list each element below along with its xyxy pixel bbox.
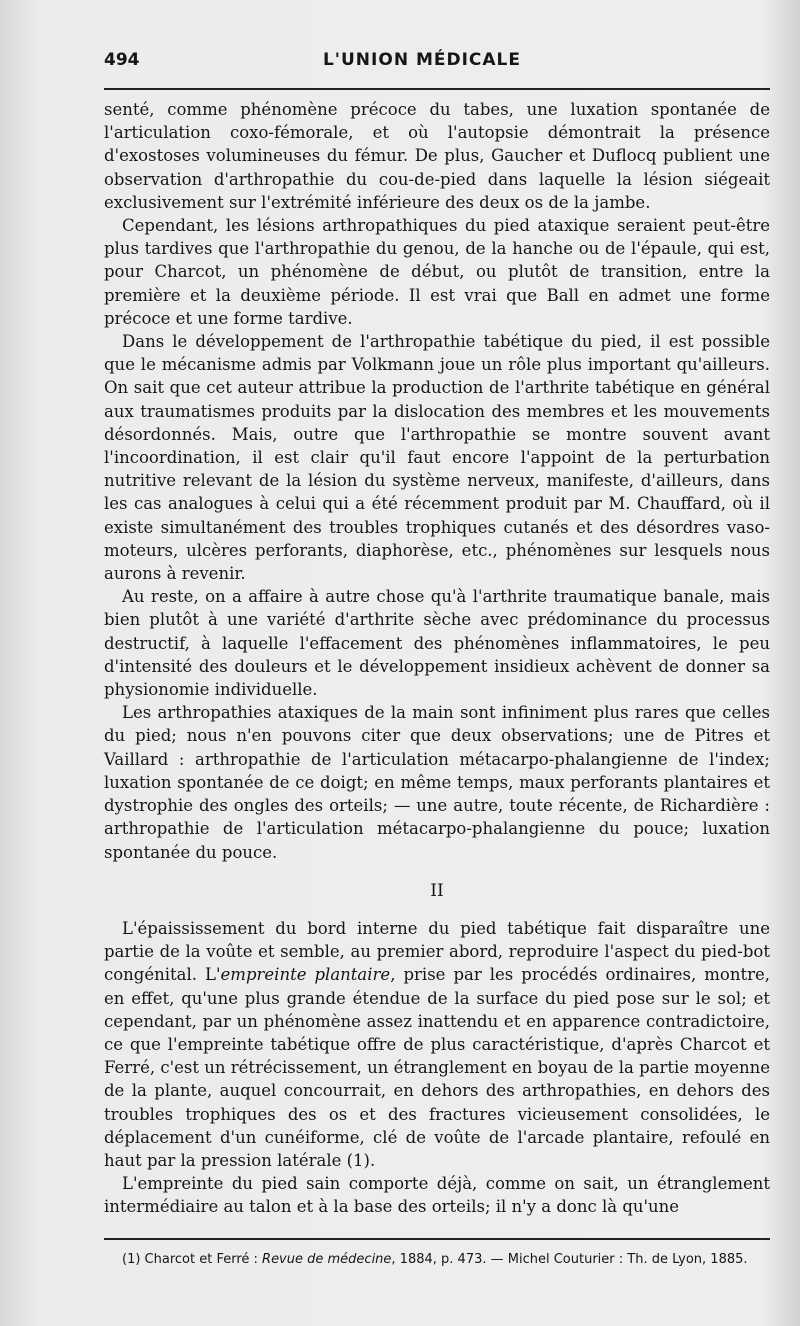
italic-term: empreinte plantaire — [220, 965, 391, 985]
paragraph-text: L'épaississement du bord interne du pied tabétique fait disparaître une partie de la voûte et semble, au premier abord, reproduire l'aspect du pied-bot congénital. L' — [104, 918, 770, 985]
paragraph: Au reste, on a affaire à autre chose qu'à l'arthrite traumatique banale, mais bien plutôt à une variété d'arthrite sèche avec prédominance du processus destructif, à laquelle l'effacement des phénomènes inflammatoires, le peu d'intensité des douleurs et le développement insidieux achèvent de donner sa physionomie individuelle. — [104, 587, 770, 700]
paragraph-text: , prise par les procédés ordinaires, montre, en effet, qu'une plus grande étendue de la surface du pied pose sur le sol; et cependant, par un phénomène assez inattendu et en apparence contradictoire, ce que l'empreinte tabétique offre de plus caractéristique, d'après Charcot et Ferré, c'est un rétrécissement, un étranglement en boyau de la partie moyenne de la plante, auquel concourrait, en dehors des arthropathies, en dehors des troubles trophiques des os et des fractures vicieusement consolidées, le déplacement d'un cunéiforme, clé de voûte de l'arcade plantaire, refoulé en haut par la pression latérale (1). — [104, 965, 771, 1170]
paragraph: Dans le développement de l'arthropathie tabétique du pied, il est possible que le mécanisme admis par Volkmann joue un rôle plus important qu'ailleurs. On sait que cet auteur attribue la production de l'arthrite tabétique en général aux traumatismes produits par la dislocation des membres et les mouvements désordonnés. Mais, outre que l'arthropathie se montre souvent avant l'incoordination, il est clair qu'il faut encore l'appoint de la perturbation nutritive relevant de la lésion du système nerveux, manifeste, d'ailleurs, dans les cas analogues à celui qui a été récemment produit par M. Chauffard, où il existe simultanément des troubles trophiques cutanés et des désordres vaso-moteurs, ulcères perforants, diaphorèse, etc., phénomènes sur lesquels nous aurons à revenir. — [104, 332, 770, 584]
page-number: 494 — [104, 50, 140, 70]
running-title: L'UNION MÉDICALE — [322, 50, 522, 70]
paragraph: Les arthropathies ataxiques de la main sont infiniment plus rares que celles du pied; nous n'en pouvons citer que deux observations; une de Pitres et Vaillard : arthropathie de l'articulation métacarpo-phalangienne de l'index; luxation spontanée de ce doigt; en même temps, maux perforants plantaires et dystrophie des ongles des orteils; — une autre, toute récente, de Richardière : arthropathie de l'articulation métacarpo-phalangienne du pouce; luxation spontanée du pouce. — [104, 703, 770, 862]
footnote-text: , 1884, p. 473. — Michel Couturier : Th. de Lyon, 1885. — [391, 1252, 748, 1267]
footnote-rule — [104, 1238, 770, 1240]
paragraph-continuation: senté, comme phénomène précoce du tabes, une luxation spontanée de l'articulation coxo-fémorale, et où l'autopsie démontrait la présence d'exostoses volumineuses du fémur. De plus, Gaucher et Duflocq publient une observation d'arthropathie du cou-de-pied dans laquelle la lésion siégeait exclusivement sur l'extrémité inférieure des deux os de la jambe. — [104, 100, 770, 212]
body-text — [104, 98, 770, 1219]
footnote-journal: Revue de médecine — [262, 1252, 392, 1267]
footnote — [104, 1250, 770, 1270]
page-header — [104, 50, 770, 80]
header-rule — [104, 88, 770, 90]
paragraph: L'empreinte du pied sain comporte déjà, comme on sait, un étranglement intermédiaire au talon et à la base des orteils; il n'y a donc là qu'une — [104, 1174, 770, 1217]
paragraph — [104, 917, 770, 1172]
paragraph: Cependant, les lésions arthropathiques du pied ataxique seraient peut-être plus tardives que l'arthropathie du genou, de la hanche ou de l'épaule, qui est, pour Charcot, un phénomène de début, ou plutôt de transition, entre la première et la deuxième période. Il est vrai que Ball en admet une forme précoce et une forme tardive. — [104, 216, 770, 328]
footnote-text: (1) Charcot et Ferré : — [122, 1252, 263, 1267]
section-number: II — [430, 880, 444, 901]
